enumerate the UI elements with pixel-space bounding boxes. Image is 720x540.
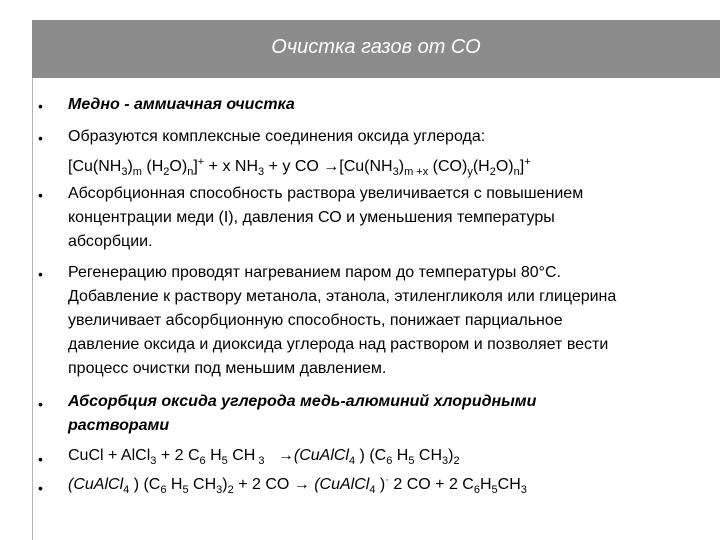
reaction-1: [$Cu(NH_3)_m$ $(H_2O)_n]^+ + x$ $NH_3 + y$ CO $\to[Cu(NH_3)_{m +x}$ $(CO)_y(H_2O)_n]^+$: [68, 156, 531, 178]
bullet-2: •: [38, 130, 43, 146]
regeneration-line-5: процесс очистки под меньшим давлением.: [68, 360, 387, 377]
reaction-3: (CuAlCl$_4$ ) ($C_6$ $H_5$ $CH_3)_2 + 2$ CO → (CuAlCl$_4$ )· 2 CO + 2 $C_6H_5CH_3$: [68, 474, 527, 496]
arrow-icon: →: [293, 476, 310, 493]
bullet-7: •: [38, 480, 43, 496]
absorption-line-1: Абсорбционная способность раствора увеличивается с повышением: [68, 185, 584, 202]
complexes-text: Образуются комплексные соединения оксида углерода:: [68, 128, 486, 145]
bullet-4: •: [38, 266, 43, 282]
absorption-line-3: абсорбции.: [68, 233, 153, 250]
regeneration-line-4: давление оксида и диоксида углерода над раствором и позволяет вести: [68, 336, 609, 353]
regeneration-line-3: увеличивает абсорбционную способность, понижает парциальное: [68, 312, 563, 329]
regeneration-line-2: Добавление к раствору метанола, этанола, этиленгликоля или глицерина: [68, 288, 617, 305]
bullet-1: •: [38, 98, 43, 114]
reaction-2: CuCl + AlCl$_3$ + 2 $C_6$ $H_5$ CH $_3$ →(CuAlCl$_4$ ) ($C_6$ $H_5$ $CH_3)_2$: [68, 447, 460, 467]
regeneration-line-1: Регенерацию проводят нагреванием паром до температуры 80°С.: [68, 264, 562, 281]
arrow-icon: →: [277, 447, 294, 464]
heading-cu-al-line-1: Абсорбция оксида углерода медь-алюминий хлоридными: [68, 393, 537, 410]
heading-cu-al-line-2: растворами: [68, 417, 170, 434]
heading-copper-ammonia: Медно - аммиачная очистка: [68, 96, 295, 113]
slide-title: Очистка газов от СО: [271, 36, 481, 58]
absorption-line-2: концентрации меди (I), давления СО и уменьшения температуры: [68, 209, 555, 226]
bullet-3: •: [38, 187, 43, 203]
arrow-icon: →: [323, 158, 340, 175]
bullet-6: •: [38, 451, 43, 467]
bullet-5: •: [38, 396, 43, 412]
